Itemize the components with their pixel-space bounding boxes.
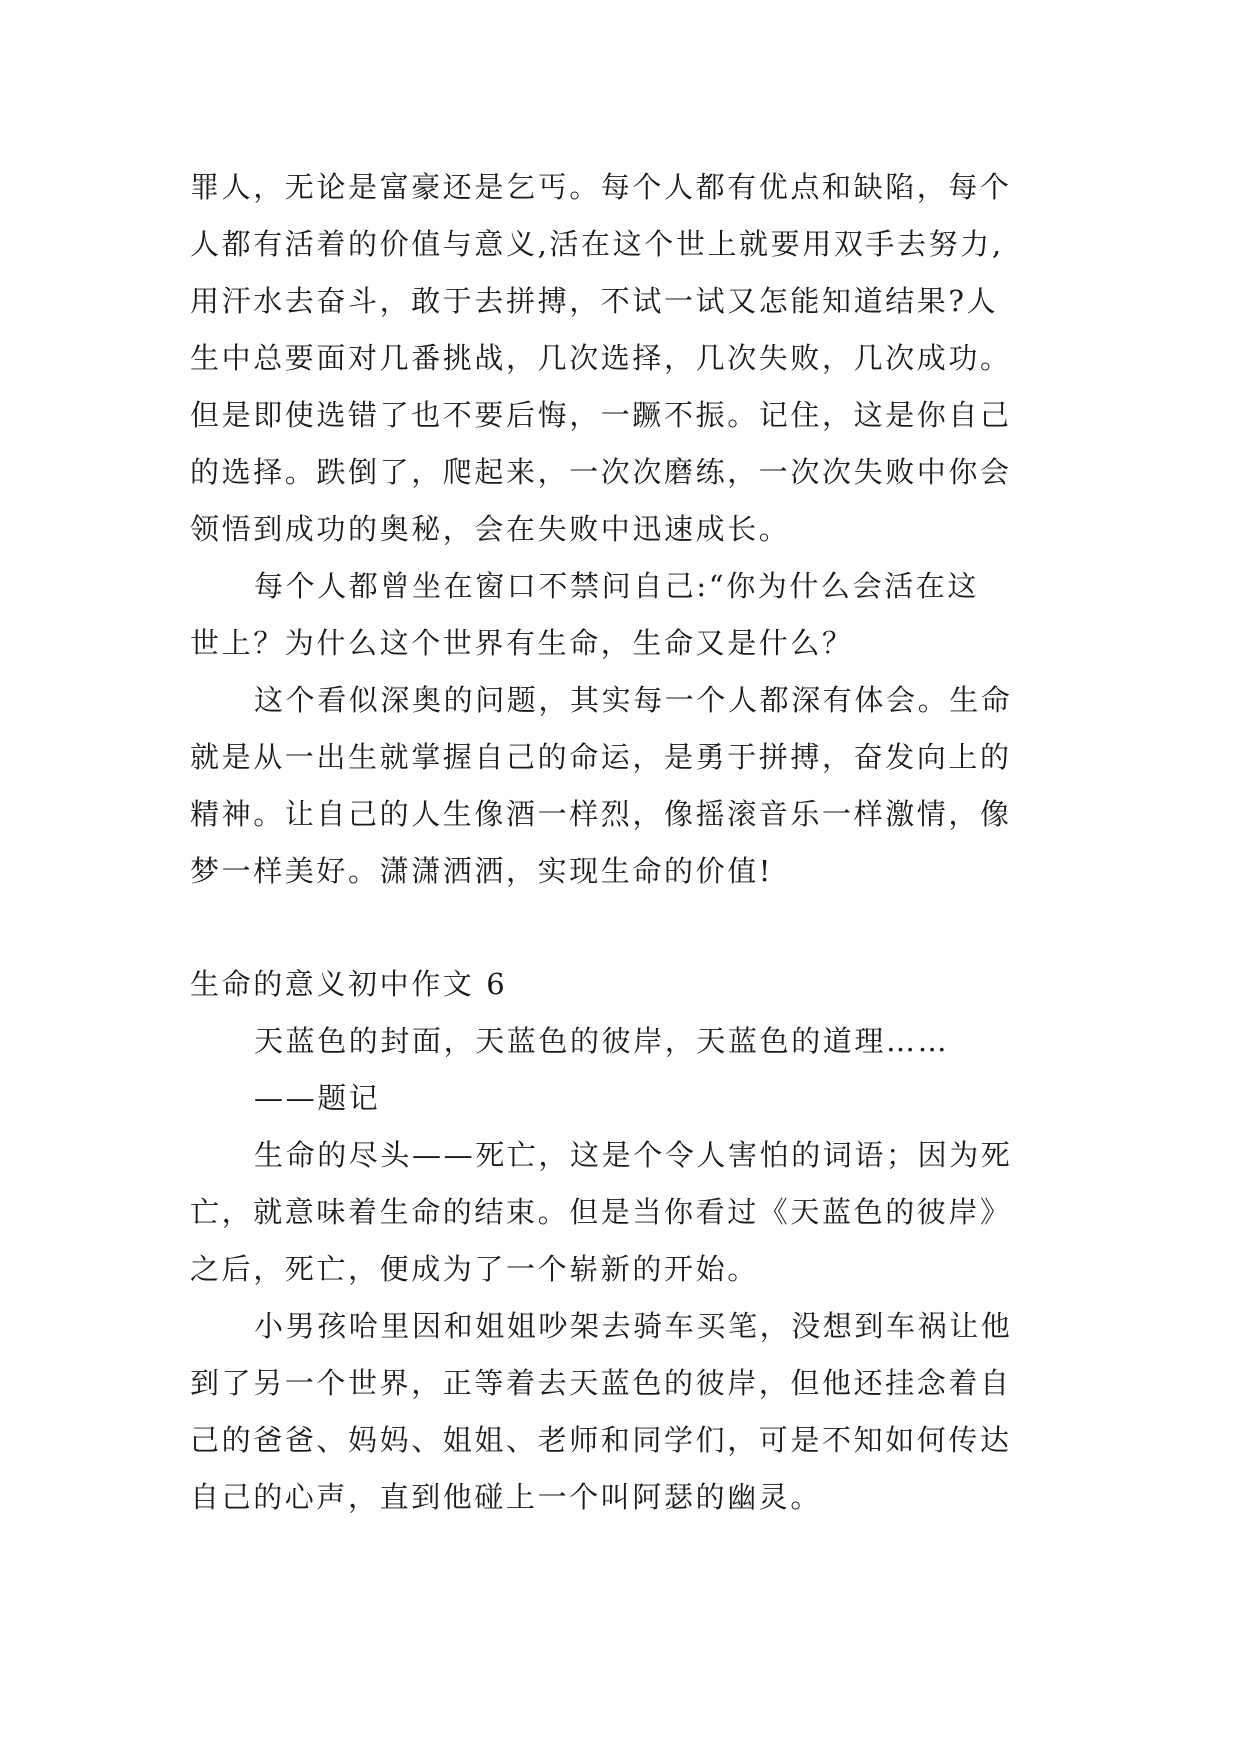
paragraph-line: 到了另一个世界，正等着去天蓝色的彼岸，但他还挂念着自 bbox=[190, 1366, 1012, 1400]
paragraph-line: 就是从一出生就掌握自己的命运，是勇于拼搏，奋发向上的 bbox=[190, 740, 1012, 774]
paragraph-line: 每个人都曾坐在窗口不禁问自己:“你为什么会活在这 bbox=[254, 569, 979, 603]
paragraph-line: 世上？为什么这个世界有生命，生命又是什么？ bbox=[190, 626, 854, 660]
paragraph-line: 领悟到成功的奥秘，会在失败中迅速成长。 bbox=[190, 512, 791, 546]
paragraph-line: 亡，就意味着生命的结束。但是当你看过《天蓝色的彼岸》 bbox=[190, 1195, 1012, 1229]
paragraph-line: 小男孩哈里因和姐姐吵架去骑车买笔，没想到车祸让他 bbox=[254, 1309, 1013, 1343]
paragraph-line: 但是即使选错了也不要后悔，一蹶不振。记住，这是你自己 bbox=[190, 398, 1012, 432]
paragraph-line: 罪人，无论是富豪还是乞丐。每个人都有优点和缺陷，每个 bbox=[190, 170, 1012, 204]
epigraph-source: ——题记 bbox=[254, 1081, 381, 1115]
section-title: 生命的意义初中作文 6 bbox=[190, 967, 508, 1001]
paragraph-line: 己的爸爸、妈妈、姐姐、老师和同学们，可是不知如何传达 bbox=[190, 1423, 1012, 1457]
paragraph-line: 梦一样美好。潇潇洒洒，实现生命的价值! bbox=[190, 854, 774, 888]
paragraph-line: 的选择。跌倒了，爬起来，一次次磨练，一次次失败中你会 bbox=[190, 455, 1012, 489]
paragraph-line: 这个看似深奥的问题，其实每一个人都深有体会。生命 bbox=[254, 683, 1013, 717]
paragraph-line: 之后，死亡，便成为了一个崭新的开始。 bbox=[190, 1252, 759, 1286]
paragraph-line: 自己的心声，直到他碰上一个叫阿瑟的幽灵。 bbox=[190, 1480, 823, 1514]
paragraph-line: 人都有活着的价值与意义,活在这个世上就要用双手去努力, bbox=[190, 227, 1004, 261]
paragraph-line: 生中总要面对几番挑战，几次选择，几次失败，几次成功。 bbox=[190, 341, 1012, 375]
paragraph-line: 精神。让自己的人生像酒一样烈，像摇滚音乐一样激情，像 bbox=[190, 797, 1012, 831]
paragraph-line: 生命的尽头——死亡，这是个令人害怕的词语；因为死 bbox=[254, 1138, 1013, 1172]
epigraph-text: 天蓝色的封面，天蓝色的彼岸，天蓝色的道理…… bbox=[254, 1024, 950, 1058]
paragraph-line: 用汗水去奋斗，敢于去拼搏，不试一试又怎能知道结果?人 bbox=[190, 284, 999, 318]
